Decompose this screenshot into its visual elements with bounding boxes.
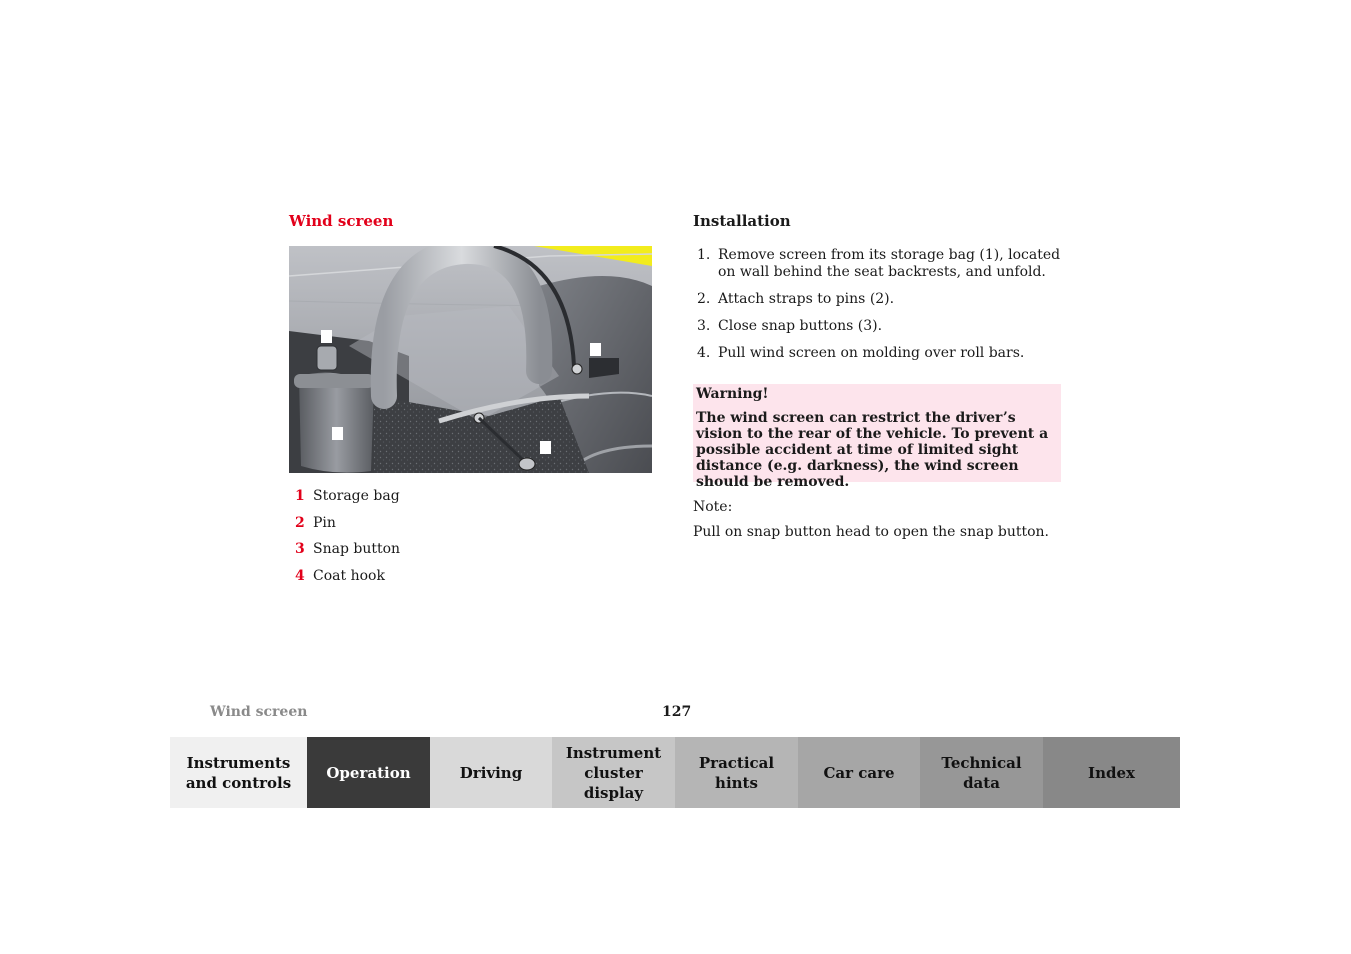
- legend-label: Pin: [313, 514, 336, 531]
- tab-label: Instruments: [186, 753, 291, 772]
- step-number: 2.: [697, 291, 711, 307]
- installation-steps: [693, 247, 1063, 372]
- tab-label: Practical hints: [698, 753, 775, 792]
- tab-label: and controls: [185, 773, 292, 792]
- step-number: 1.: [697, 247, 711, 263]
- tab-instrument-cluster-display[interactable]: [552, 737, 675, 808]
- installation-title: Installation: [693, 212, 791, 230]
- note-label: Note:: [693, 499, 733, 515]
- warning-text: The wind screen can restrict the driver’s vision to the rear of the vehicle. To prevent a possible accident at time of limited sight distance (e.g. darkness), the wind screen should be removed.: [696, 410, 1049, 490]
- wind-screen-illustration: [289, 246, 652, 473]
- step-item: [693, 291, 1063, 308]
- step-text: Pull wind screen on molding over roll bars.: [718, 345, 1025, 361]
- step-item: [693, 345, 1063, 362]
- tab-driving[interactable]: [430, 737, 552, 808]
- tab-label: Driving: [459, 763, 523, 782]
- section-title: Wind screen: [289, 212, 394, 230]
- note-text: Pull on snap button head to open the snap button.: [693, 524, 1049, 540]
- step-text: Remove screen from its storage bag (1), located on wall behind the seat backrests, and unfold.: [718, 247, 1061, 280]
- tab-label: cluster display: [583, 763, 644, 802]
- tab-label: Car care: [823, 763, 895, 782]
- legend-number: 2: [295, 514, 305, 531]
- legend-label: Storage bag: [313, 488, 400, 504]
- step-item: [693, 318, 1063, 335]
- tab-label: Operation: [326, 763, 411, 782]
- callout-2: [540, 441, 551, 454]
- callout-4: [321, 330, 332, 343]
- callout-1: [332, 427, 343, 440]
- step-number: 4.: [697, 345, 711, 361]
- legend-label: Coat hook: [313, 567, 385, 584]
- tab-car-care[interactable]: [798, 737, 920, 808]
- tab-index[interactable]: [1043, 737, 1180, 808]
- tab-label: data: [963, 773, 1000, 792]
- step-number: 3.: [697, 318, 711, 334]
- step-item: [693, 247, 1063, 281]
- legend-number: 4: [295, 567, 305, 584]
- tab-practical-hints[interactable]: [675, 737, 798, 808]
- warning-box: [693, 384, 1061, 490]
- legend-label: Snap button: [313, 541, 401, 557]
- tab-instruments-and-controls[interactable]: [170, 737, 307, 808]
- footer-section-title: Wind screen: [210, 704, 308, 720]
- warning-title: Warning!: [696, 386, 769, 402]
- page-number: 127: [662, 704, 692, 720]
- tab-operation[interactable]: [307, 737, 430, 808]
- step-text: Close snap buttons (3).: [718, 318, 883, 334]
- callout-3: [590, 343, 601, 356]
- step-text: Attach straps to pins (2).: [718, 291, 895, 307]
- legend-number: 1: [295, 488, 305, 504]
- tab-technical-data[interactable]: [920, 737, 1043, 808]
- tab-label: Index: [1088, 763, 1135, 782]
- tab-label: Technical: [941, 753, 1022, 772]
- legend-number: 3: [295, 541, 305, 557]
- chapter-tabs: [170, 737, 1180, 808]
- tab-label: Instrument: [565, 743, 662, 762]
